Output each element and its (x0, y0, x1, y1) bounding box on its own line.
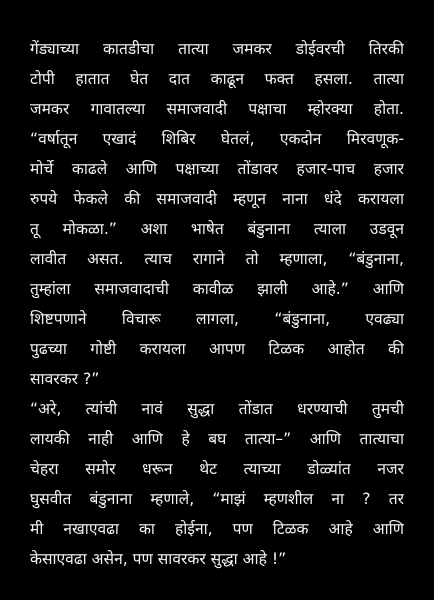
text-line-4: “वर्षातून एखादं शिबिर घेतलं, एकदोन मिरवणूक- (30, 130, 404, 148)
text-line-10: शिष्टपणाने विचारू लागला, “बंडुनाना, एवढ्या (30, 310, 404, 328)
text-line-17: मी नखाएवढा का होईना, पण टिळक आहे आणि (30, 520, 404, 538)
text-line-8: लावीत असत. त्याच रागाने तो म्हणाला, “बंडुनाना, (30, 250, 404, 268)
text-line-1: गेंड्याच्या कातडीचा तात्या जमकर डोईवरची तिरकी (30, 40, 404, 58)
text-line-14: लायकी नाही आणि हे बघ तात्या–” आणि तात्याचा (30, 430, 404, 448)
text-line-7: तू मोकळा.” अशा भाषेत बंडुनाना त्याला उडवून (30, 220, 404, 238)
text-line-13: “अरे, त्यांची नावं सुद्धा तोंडात धरण्याची तुमची (30, 400, 404, 418)
text-line-5: मोर्चे काढले आणि पक्षाच्या तोंडावर हजार-पाच हजार (30, 160, 404, 178)
book-page-text (30, 34, 404, 574)
text-line-3: जमकर गावातल्या समाजवादी पक्षाचा म्होरक्या होता. (30, 100, 404, 118)
text-line-16: घुसवीत बंडुनाना म्हणाले, “माझं म्हणशील ना ? तर (30, 490, 404, 508)
text-line-2: टोपी हातात घेत दात काढून फक्त हसला. तात्या (30, 70, 404, 88)
text-line-11: पुढच्या गोष्टी करायला आपण टिळक आहोत की (30, 340, 404, 358)
text-line-15: चेहरा समोर धरून थेट त्याच्या डोळ्यांत नजर (30, 460, 404, 478)
text-line-12: सावरकर ?” (30, 370, 100, 388)
text-line-9: तुम्हांला समाजवादाची कावीळ झाली आहे.” आणि (30, 280, 404, 298)
text-line-6: रुपये फेकले की समाजवादी म्हणून नाना धंदे करायला (30, 190, 404, 208)
text-line-18: केसाएवढा असेन, पण सावरकर सुद्धा आहे !” (30, 550, 287, 568)
